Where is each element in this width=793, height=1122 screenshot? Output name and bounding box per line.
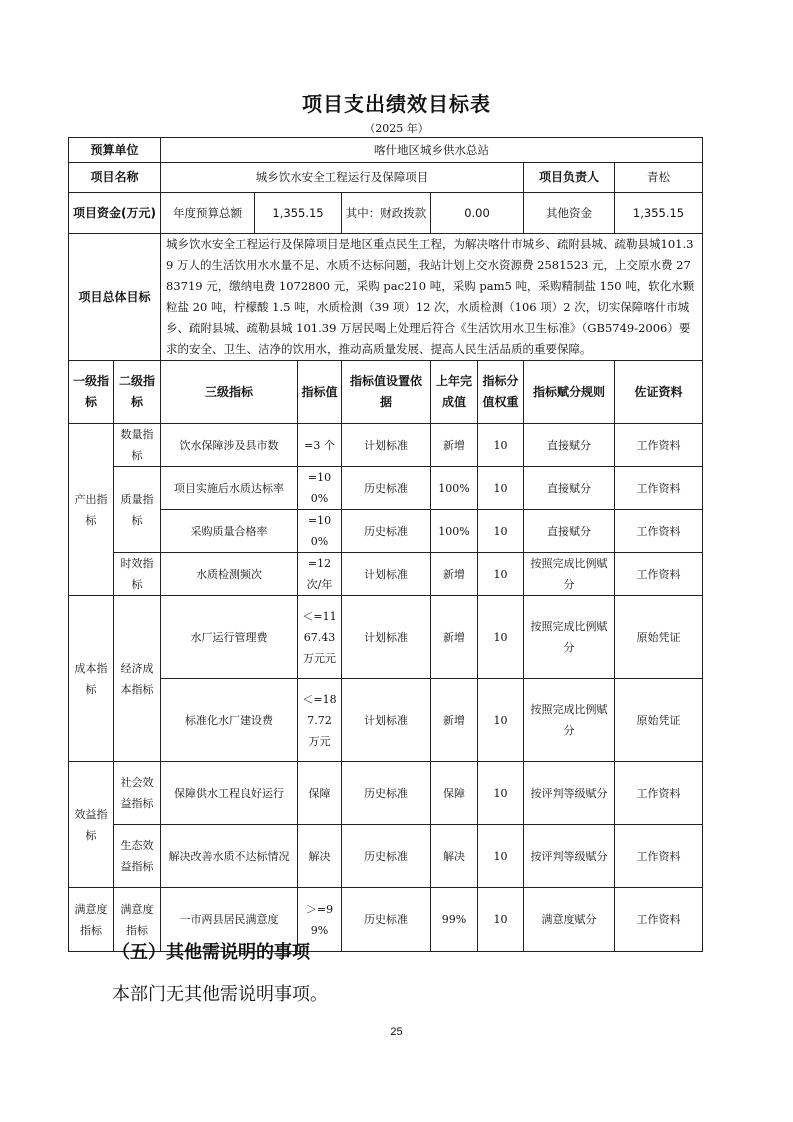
table-row xyxy=(69,762,703,825)
indicator-basis: 历史标准 xyxy=(342,825,431,888)
owner-label: 项目负责人 xyxy=(524,163,615,193)
indicator-evidence: 工作资料 xyxy=(615,888,703,952)
indicator-last: 新增 xyxy=(431,596,478,679)
indicator-last: 99% xyxy=(431,888,478,952)
indicator-evidence: 原始凭证 xyxy=(615,679,703,762)
level1-cell: 产出指标 xyxy=(69,424,114,596)
indicator-rule: 按照完成比例赋分 xyxy=(524,679,615,762)
performance-table xyxy=(68,137,703,952)
indicator-value: 保障 xyxy=(298,762,342,825)
indicator-last: 新增 xyxy=(431,424,478,467)
indicator-rule: 满意度赋分 xyxy=(524,888,615,952)
indicator-weight: 10 xyxy=(478,679,524,762)
indicator-basis: 历史标准 xyxy=(342,888,431,952)
indicator-basis: 历史标准 xyxy=(342,467,431,510)
section-heading: （五）其他需说明的事项 xyxy=(112,942,310,963)
header-cell: 二级指标 xyxy=(114,361,161,424)
indicator-value: =100% xyxy=(298,467,342,510)
indicator-name: 解决改善水质不达标情况 xyxy=(161,825,298,888)
owner-value: 青松 xyxy=(615,163,703,193)
indicator-rule: 按照完成比例赋分 xyxy=(524,553,615,596)
indicator-last: 100% xyxy=(431,510,478,553)
level2-cell: 数量指标 xyxy=(114,424,161,467)
level2-cell: 生态效益指标 xyxy=(114,825,161,888)
goal-label: 项目总体目标 xyxy=(69,234,161,361)
indicator-rule: 按评判等级赋分 xyxy=(524,762,615,825)
indicator-rule: 直接赋分 xyxy=(524,424,615,467)
table-row xyxy=(69,467,703,510)
header-cell: 佐证资料 xyxy=(615,361,703,424)
indicator-rule: 直接赋分 xyxy=(524,467,615,510)
unit-label: 预算单位 xyxy=(69,138,161,163)
page-title: 项目支出绩效目标表 xyxy=(302,92,491,116)
indicator-value: ＞=99% xyxy=(298,888,342,952)
indicator-name: 保障供水工程良好运行 xyxy=(161,762,298,825)
header-cell: 指标赋分规则 xyxy=(524,361,615,424)
indicator-last: 新增 xyxy=(431,553,478,596)
indicator-evidence: 工作资料 xyxy=(615,553,703,596)
indicator-weight: 10 xyxy=(478,424,524,467)
header-cell: 指标值 xyxy=(298,361,342,424)
level1-cell: 满意度指标 xyxy=(69,888,114,952)
other-value: 1,355.15 xyxy=(615,193,703,234)
indicator-value: =3 个 xyxy=(298,424,342,467)
header-cell: 上年完成值 xyxy=(431,361,478,424)
level2-cell: 社会效益指标 xyxy=(114,762,161,825)
indicator-basis: 历史标准 xyxy=(342,762,431,825)
indicator-last: 保障 xyxy=(431,762,478,825)
indicator-weight: 10 xyxy=(478,762,524,825)
table-row xyxy=(69,424,703,467)
indicator-name: 标准化水厂建设费 xyxy=(161,679,298,762)
indicator-evidence: 原始凭证 xyxy=(615,596,703,679)
indicator-rule: 按照完成比例赋分 xyxy=(524,596,615,679)
table-row xyxy=(69,679,703,762)
table-row xyxy=(69,596,703,679)
indicator-weight: 10 xyxy=(478,888,524,952)
name-value: 城乡饮水安全工程运行及保障项目 xyxy=(161,163,524,193)
indicator-value: ＜=187.72 万元 xyxy=(298,679,342,762)
indicator-value: 解决 xyxy=(298,825,342,888)
header-cell: 一级指标 xyxy=(69,361,114,424)
indicator-basis: 历史标准 xyxy=(342,510,431,553)
name-label: 项目名称 xyxy=(69,163,161,193)
table-row xyxy=(69,553,703,596)
indicator-basis: 计划标准 xyxy=(342,596,431,679)
indicator-name: 采购质量合格率 xyxy=(161,510,298,553)
indicator-name: 项目实施后水质达标率 xyxy=(161,467,298,510)
year-label: （2025 年） xyxy=(364,122,429,135)
total-value: 1,355.15 xyxy=(255,193,342,234)
level2-cell: 满意度指标 xyxy=(114,888,161,952)
total-label: 年度预算总额 xyxy=(161,193,255,234)
indicator-basis: 计划标准 xyxy=(342,553,431,596)
indicator-weight: 10 xyxy=(478,553,524,596)
level2-cell: 质量指标 xyxy=(114,467,161,553)
level2-cell: 经济成本指标 xyxy=(114,596,161,762)
indicator-name: 一市两县居民满意度 xyxy=(161,888,298,952)
fiscal-value: 0.00 xyxy=(431,193,524,234)
indicator-weight: 10 xyxy=(478,596,524,679)
indicator-basis: 计划标准 xyxy=(342,679,431,762)
indicator-name: 饮水保障涉及县市数 xyxy=(161,424,298,467)
indicator-last: 100% xyxy=(431,467,478,510)
indicator-last: 新增 xyxy=(431,679,478,762)
indicator-weight: 10 xyxy=(478,825,524,888)
level1-cell: 成本指标 xyxy=(69,596,114,762)
indicator-name: 水质检测频次 xyxy=(161,553,298,596)
indicator-evidence: 工作资料 xyxy=(615,467,703,510)
indicator-evidence: 工作资料 xyxy=(615,762,703,825)
other-label: 其他资金 xyxy=(524,193,615,234)
page-number: 25 xyxy=(390,1026,403,1038)
header-cell: 指标值设置依据 xyxy=(342,361,431,424)
unit-value: 喀什地区城乡供水总站 xyxy=(161,138,703,163)
indicator-weight: 10 xyxy=(478,467,524,510)
indicator-last: 解决 xyxy=(431,825,478,888)
fiscal-label: 其中：财政拨款 xyxy=(342,193,431,234)
level1-cell: 效益指标 xyxy=(69,762,114,888)
indicator-evidence: 工作资料 xyxy=(615,825,703,888)
header-cell: 三级指标 xyxy=(161,361,298,424)
indicator-rule: 按评判等级赋分 xyxy=(524,825,615,888)
indicator-evidence: 工作资料 xyxy=(615,510,703,553)
table-row xyxy=(69,510,703,553)
fund-label: 项目资金(万元) xyxy=(69,193,161,234)
level2-cell: 时效指标 xyxy=(114,553,161,596)
header-cell: 指标分值权重 xyxy=(478,361,524,424)
table-row xyxy=(69,825,703,888)
section-text: 本部门无其他需说明事项。 xyxy=(112,984,328,1005)
indicator-rule: 直接赋分 xyxy=(524,510,615,553)
indicator-name: 水厂运行管理费 xyxy=(161,596,298,679)
indicator-value: ＜=1167.43 万元元 xyxy=(298,596,342,679)
goal-text: 城乡饮水安全工程运行及保障项目是地区重点民生工程，为解决喀什市城乡、疏附县城、疏勒县城101.39 万人的生活饮用水水量不足、水质不达标问题，我站计划上交水资源费 2581523 元，上交原水费 2783719 元，缴纳电费 1072800 元，采购 pac210 吨，采购 pam5 吨，采购精制盐 150 吨，软化水颗粒盐 20 吨，柠檬酸 1.5 吨，水质检测（39 项）12 次，水质检测（106 项）2 次，切实保障喀什市城乡、疏附县城、疏勒县城 101.39 万居民喝上处理后符合《生活饮用水卫生标准》（GB5749-2006）要求的安全、卫生、洁净的饮用水，推动高质量发展、提高人民生活品质的重要保障。 xyxy=(161,234,703,361)
indicator-weight: 10 xyxy=(478,510,524,553)
indicator-evidence: 工作资料 xyxy=(615,424,703,467)
indicator-value: =100% xyxy=(298,510,342,553)
indicator-basis: 计划标准 xyxy=(342,424,431,467)
indicator-value: =12 次/年 xyxy=(298,553,342,596)
